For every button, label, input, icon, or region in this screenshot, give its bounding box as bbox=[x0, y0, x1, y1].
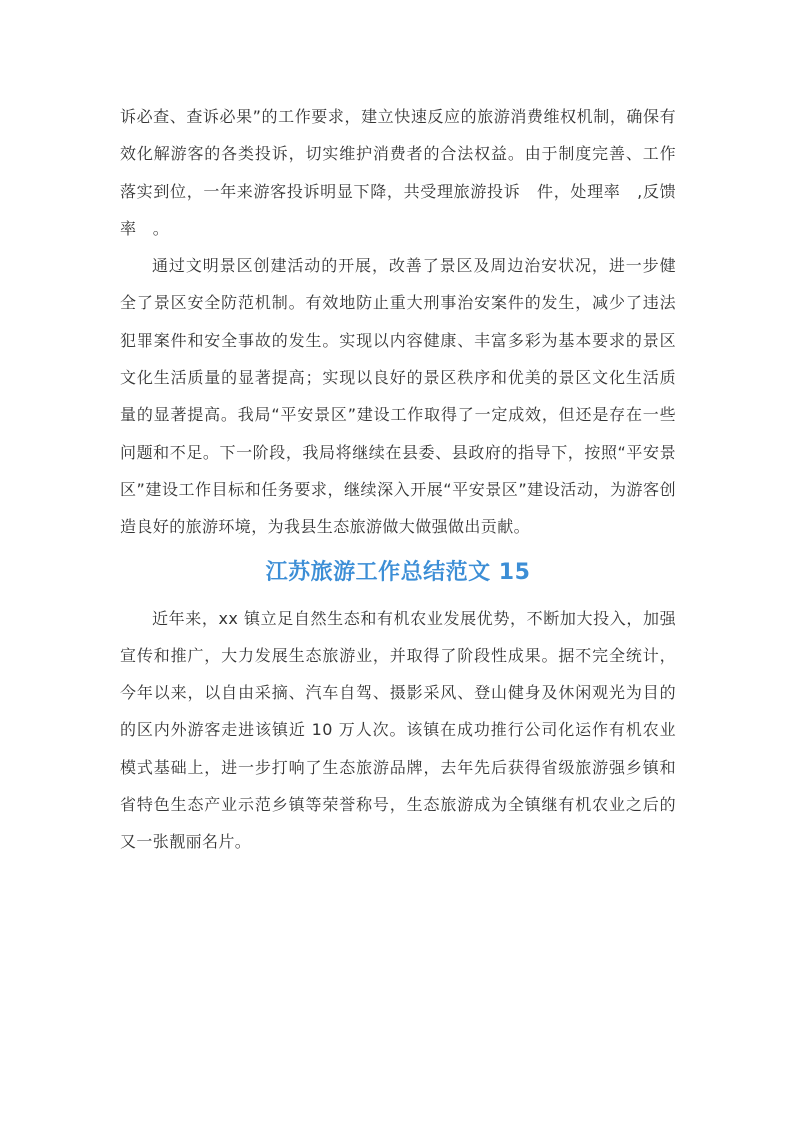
section-title: 江苏旅游工作总结范文 15 bbox=[265, 559, 531, 585]
paragraph-complaints: 诉必查、查诉必果”的工作要求，建立快速反应的旅游消费维权机制，确保有效化解游客的各类投诉，切实维护消费者的合法权益。由于制度完善、工作落实到位，一年来游客投诉明显下降，共受理旅游投诉 件，处理率 ,反馈率 。 bbox=[120, 107, 676, 238]
paragraph-safe-scenic-area: 通过文明景区创建活动的开展，改善了景区及周边治安状况，进一步健全了景区安全防范机制。有效地防止重大刑事治安案件的发生，减少了违法犯罪案件和安全事故的发生。实现以内容健康、丰富多彩为基本要求的景区文化生活质量的显著提高；实现以良好的景区秩序和优美的景区文化生活质量的显著提高。我局“平安景区”建设工作取得了一定成效，但还是存在一些问题和不足。下一阶段，我局将继续在县委、县政府的指导下，按照“平安景区”建设工作目标和任务要求，继续深入开展“平安景区”建设活动，为游客创造良好的旅游环境，为我县生态旅游做大做强做出贡献。 bbox=[120, 256, 676, 537]
paragraph-eco-tourism: 近年来，xx 镇立足自然生态和有机农业发展优势，不断加大投入，加强宣传和推广，大力发展生态旅游业，并取得了阶段性成果。据不完全统计，今年以来，以自由采摘、汽车自驾、摄影采风、登山健身及休闲观光为目的的区内外游客走进该镇近 10 万人次。该镇在成功推行公司化运作有机农业模式基础上，进一步打响了生态旅游品牌，去年先后获得省级旅游强乡镇和省特色生态产业示范乡镇等荣誉称号，生态旅游成为全镇继有机农业之后的又一张靓丽名片。 bbox=[120, 608, 676, 852]
document-page bbox=[120, 98, 676, 861]
